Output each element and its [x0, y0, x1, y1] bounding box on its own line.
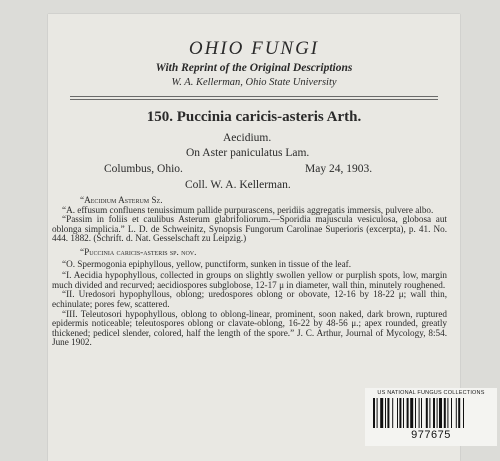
barcode-bar — [415, 398, 416, 428]
barcode-bar — [380, 398, 383, 428]
barcode-bar — [387, 398, 389, 428]
barcode-bar — [421, 398, 422, 428]
barcode-bar — [437, 398, 438, 428]
description-para-1: “A. effusum confluens tenuissimum pallide purpurascens, peridiis aggregatis immersis, pulvere albo. — [62, 204, 434, 215]
barcode-bar — [444, 398, 446, 428]
barcode-bar — [433, 398, 435, 428]
barcode-bar — [447, 398, 448, 428]
barcode-bar — [419, 398, 420, 428]
barcode-bar — [439, 398, 442, 428]
stage-line: Aecidium. — [223, 132, 272, 144]
barcode-bars — [373, 398, 489, 428]
header-rule-second — [70, 99, 438, 100]
barcode-bar — [399, 398, 401, 428]
series-subtitle: With Reprint of the Original Descriptions — [155, 62, 353, 74]
description-para-6: “III. Teleutosori hypophyllous, oblong to oblong-linear, prominent, soon naked, dark brown, ruptured epidermis noticeable; teleutospores oblong or clavate-oblong, 16-22 by 48-56 μ.; apex rounded, greatly thickened; pedicel slender, colored, half the length of the spore.” J. C. Arthur, Journal of Mycology, 8:54. June 1902. — [52, 308, 447, 348]
barcode-label — [365, 388, 497, 446]
barcode-bar — [451, 398, 452, 428]
description-para-2: “Passim in foliis et caulibus Asterum glabrifoliorum.—Sporidia majuscula vesiculosa, globosa aut oblonga simplicia.” L. D. de Schweinitz, Synopsis Fungorum Carolinae Superioris (excerpta), p. 41. No. 444. 1882. (Schrift. d. Nat. Gesselschaft zu Leipzig.) — [52, 214, 447, 244]
barcode-bar — [385, 398, 386, 428]
description-text — [52, 196, 447, 348]
locality: Columbus, Ohio. — [104, 163, 183, 175]
barcode-bar — [373, 398, 375, 428]
barcode-bar — [429, 398, 430, 428]
host-line: On Aster paniculatus Lam. — [186, 147, 310, 159]
barcode-bar — [463, 398, 464, 428]
barcode-bar — [410, 398, 413, 428]
barcode-number: 977675 — [411, 429, 451, 441]
barcode-bar — [458, 398, 460, 428]
species-title: 150. Puccinia caricis-asteris Arth. — [146, 109, 362, 125]
barcode-bar — [456, 398, 457, 428]
barcode-bar — [403, 398, 404, 428]
aecidium-heading: “Aecidium Asterum Sz. — [80, 195, 163, 205]
description-para-4: “I. Aecidia hypophyllous, collected in groups on slightly swollen yellow or purplish spots, low, margin much divided and recurved; aecidiospores subglobose, 12-17 μ in diameter, wall thin, minutely roughened. — [52, 270, 447, 290]
description-para-5: “II. Uredosori hypophyllous, oblong; uredospores oblong or obovate, 12-16 by 18-22 μ; wall thin, echinulate; pores few, scattered. — [52, 289, 447, 309]
collection-date: May 24, 1903. — [305, 163, 373, 175]
barcode-bar — [397, 398, 398, 428]
description-para-3: “O. Spermogonia epiphyllous, yellow, punctiform, sunken in tissue of the leaf. — [62, 258, 352, 269]
barcode-bar — [392, 398, 393, 428]
header-rule — [70, 96, 438, 97]
collector-line: Coll. W. A. Kellerman. — [185, 179, 291, 191]
puccinia-heading: “Puccinia caricis-asteris sp. nov. — [80, 246, 197, 257]
barcode-bar — [377, 398, 378, 428]
barcode-bar — [426, 398, 428, 428]
series-title: OHIO FUNGI — [188, 38, 320, 59]
series-author: W. A. Kellerman, Ohio State University — [171, 77, 337, 88]
barcode-caption: US NATIONAL FUNGUS COLLECTIONS — [377, 390, 485, 396]
barcode-bar — [407, 398, 409, 428]
